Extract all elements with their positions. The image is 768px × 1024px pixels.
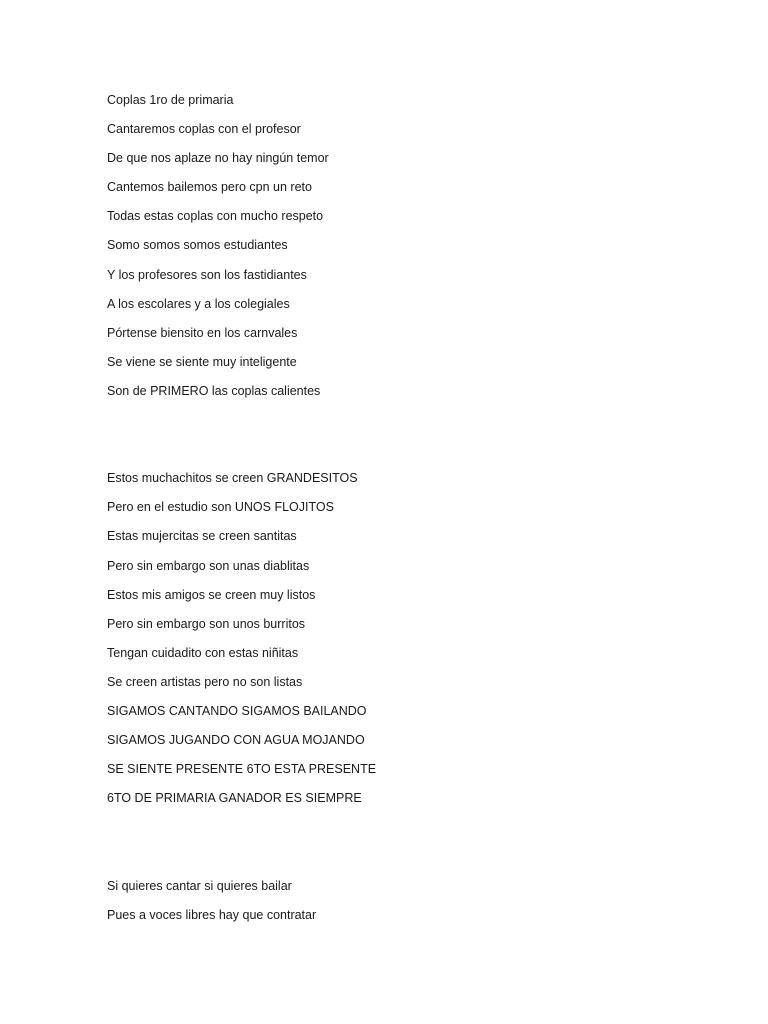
text-line: Somo somos somos estudiantes (107, 238, 288, 253)
stanza-2 (107, 468, 667, 817)
text-line: Estas mujercitas se creen santitas (107, 529, 297, 544)
blank-line (107, 817, 667, 846)
stanza-3 (107, 876, 667, 934)
blank-line (107, 439, 667, 468)
text-line: Si quieres cantar si quieres bailar (107, 878, 292, 893)
text-line: Se creen artistas pero no son listas (107, 674, 303, 689)
text-line: Pero sin embargo son unos burritos (107, 616, 306, 631)
text-line: Tengan cuidadito con estas niñitas (107, 645, 299, 660)
text-line: Y los profesores son los fastidiantes (107, 267, 307, 282)
text-line: Cantaremos coplas con el profesor (107, 122, 301, 137)
text-line: Pues a voces libres hay que contratar (107, 907, 317, 922)
text-line: De que nos aplaze no hay ningún temor (107, 151, 329, 166)
text-line: SIGAMOS CANTANDO SIGAMOS BAILANDO (107, 703, 367, 718)
text-line: Son de PRIMERO las coplas calientes (107, 383, 321, 398)
text-line: Cantemos bailemos pero cpn un reto (107, 180, 312, 195)
text-line: Pero en el estudio son UNOS FLOJITOS (107, 500, 334, 515)
text-line: SIGAMOS JUGANDO CON AGUA MOJANDO (107, 733, 365, 748)
text-line: SE SIENTE PRESENTE 6TO ESTA PRESENTE (107, 762, 377, 777)
text-line: Coplas 1ro de primaria (107, 93, 234, 107)
document-body (107, 90, 667, 934)
stanza-1 (107, 90, 667, 410)
text-line: Todas estas coplas con mucho respeto (107, 209, 324, 224)
text-line: Estos muchachitos se creen GRANDESITOS (107, 471, 358, 486)
text-line: Pórtense biensito en los carnvales (107, 325, 298, 340)
text-line: Estos mis amigos se creen muy listos (107, 587, 316, 602)
text-line: 6TO DE PRIMARIA GANADOR ES SIEMPRE (107, 791, 362, 806)
blank-line (107, 846, 667, 875)
text-line: A los escolares y a los colegiales (107, 296, 290, 311)
blank-line (107, 410, 667, 439)
text-line: Pero sin embargo son unas diablitas (107, 558, 310, 573)
text-line: Se viene se siente muy inteligente (107, 354, 297, 369)
